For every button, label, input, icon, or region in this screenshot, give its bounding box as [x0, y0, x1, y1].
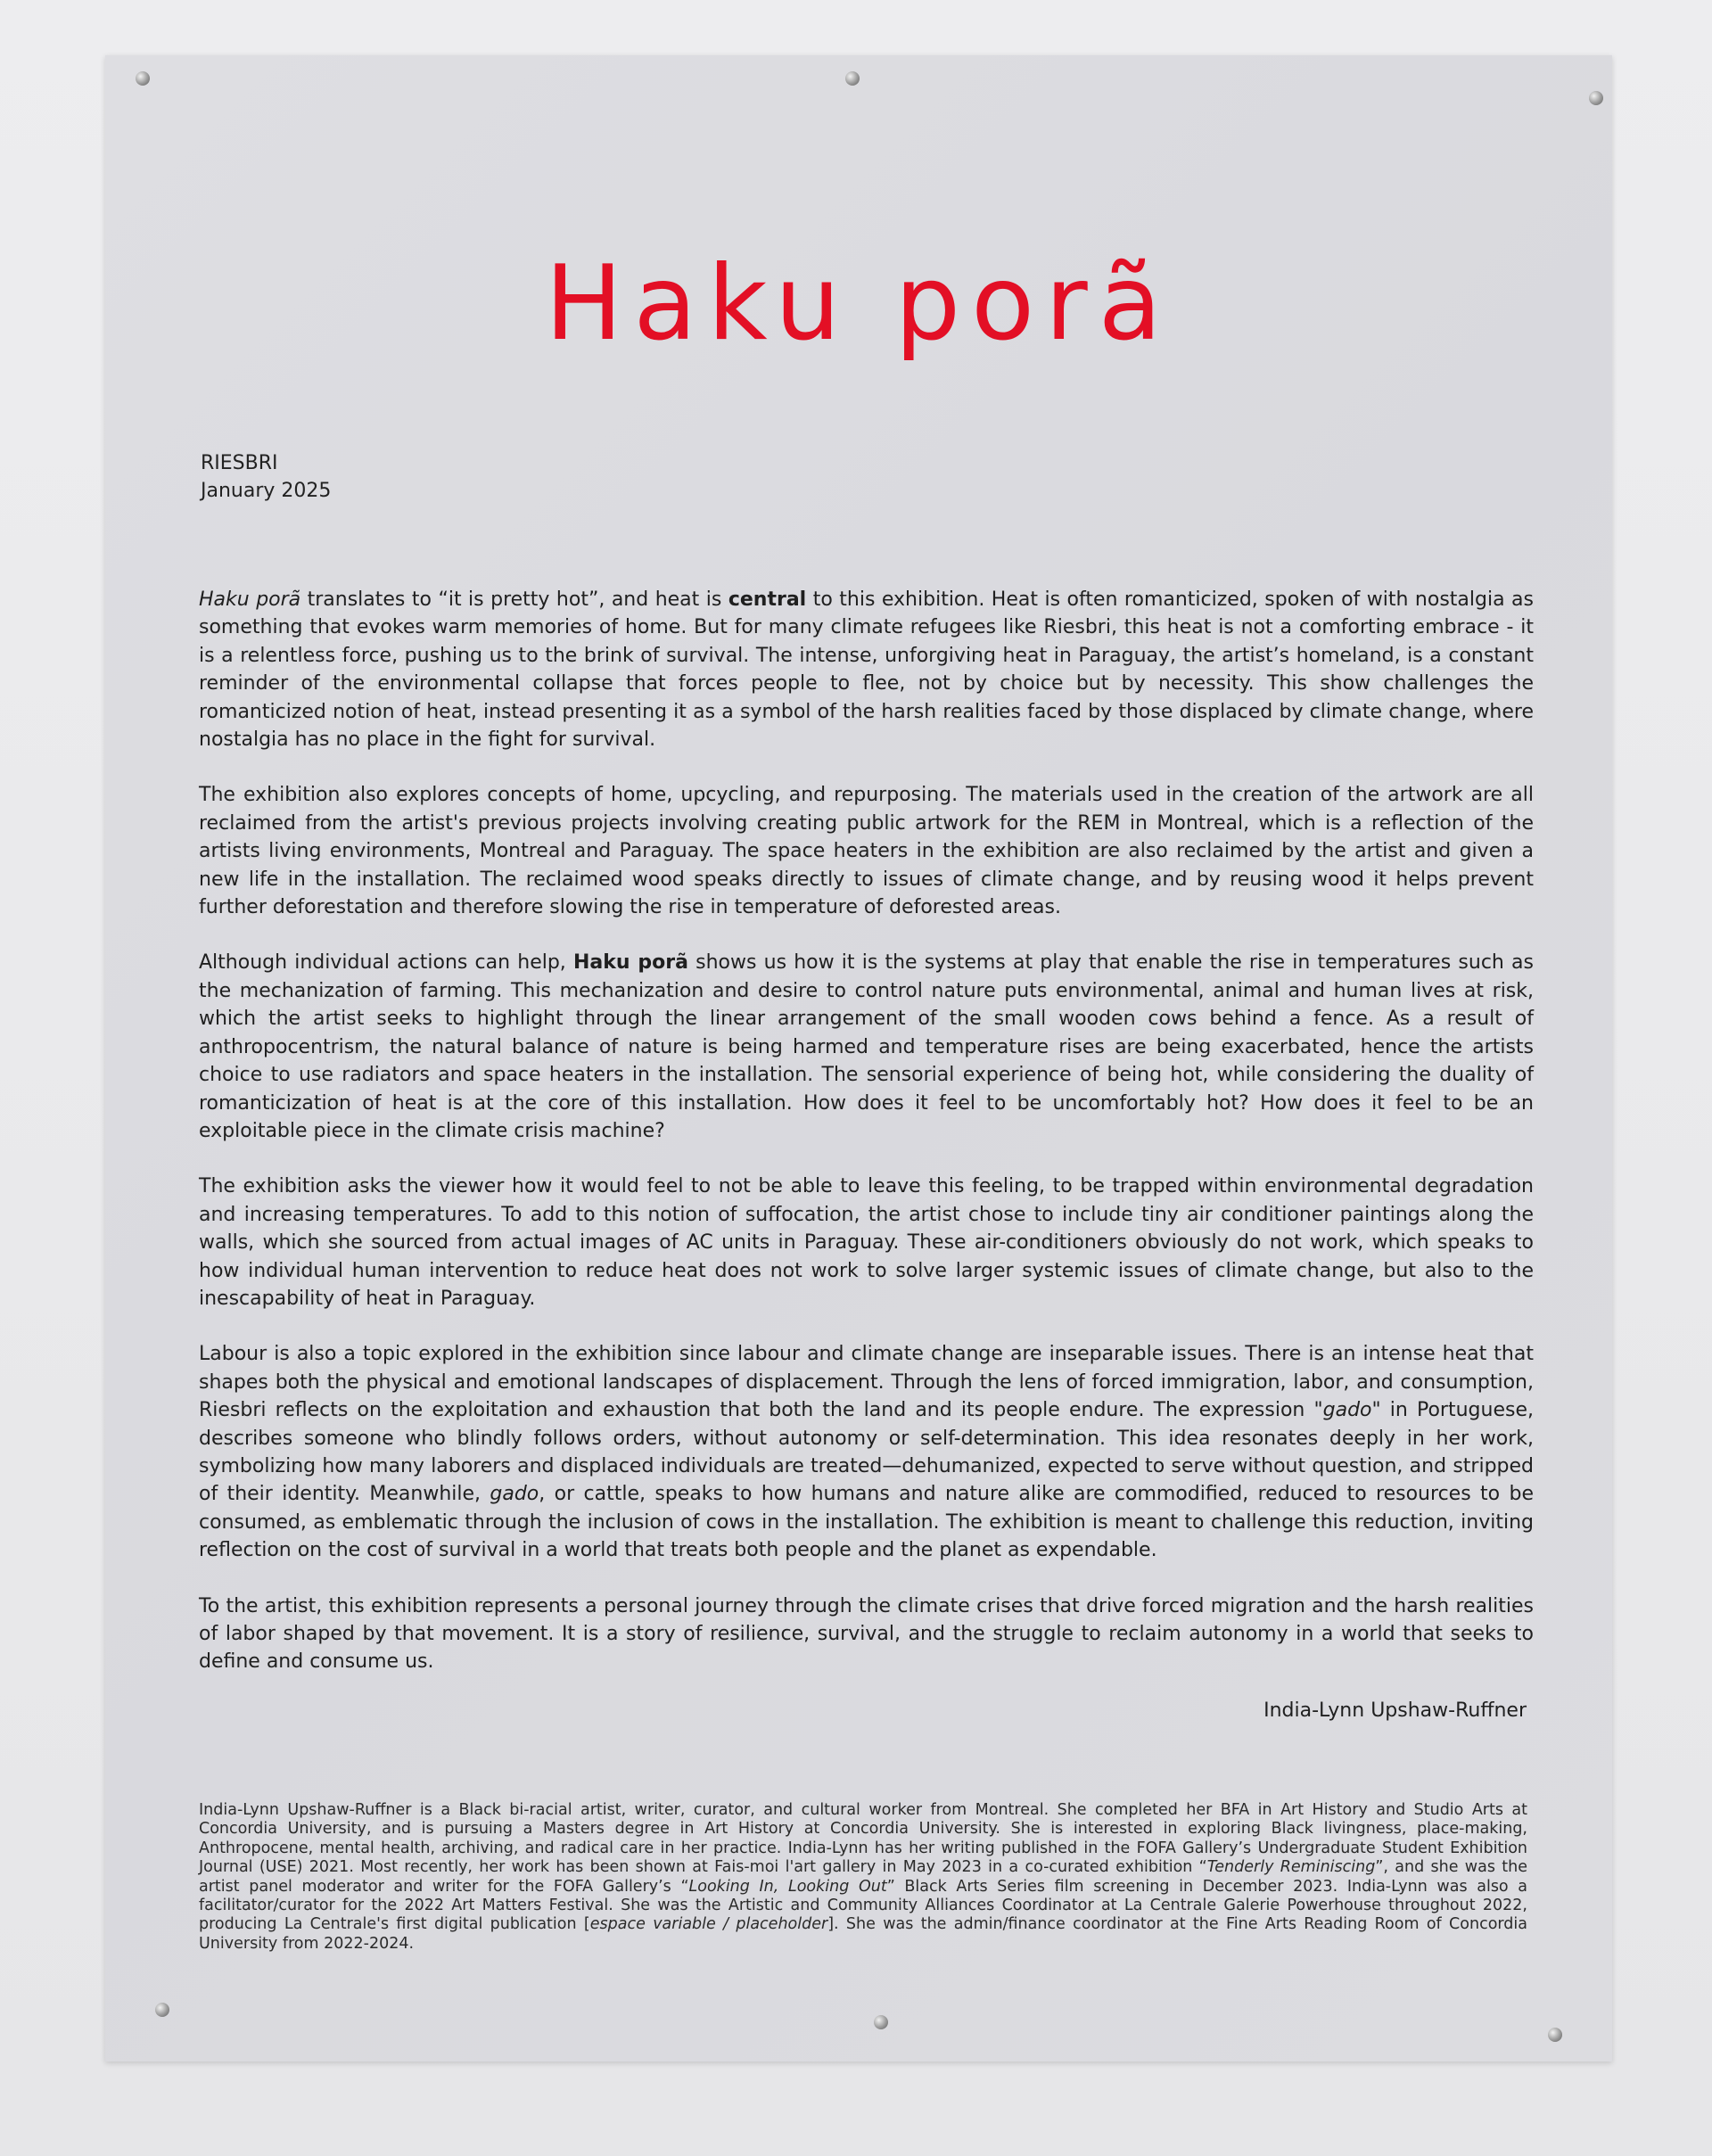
artist-name: RIESBRI: [201, 452, 278, 474]
paragraph-3: [199, 949, 1534, 1145]
italic-title: Tenderly Reminiscing: [1206, 1858, 1376, 1877]
text-run: shows us how it is the systems at play that enable the rise in temperatures such as the mechanization of farming. This mechanization and desire to control nature puts environmental, animal and human lives at risk, which the artist seeks to highlight through the linear arrangement of the small wooden cows behind a fence. As a result of anthropocentrism, the natural balance of nature is being harmed and temperature rises are being exacerbated, hence the artists choice to use radiators and space heaters in the installation. The sensorial experience of being hot, while considering the duality of romanticization of heat is at the core of this installation. How does it feel to be uncomfortably hot? How does it feel to be an exploitable piece in the climate crisis machine?: [199, 951, 1534, 1142]
italic-title: Looking In, Looking Out: [688, 1877, 887, 1896]
italic-term: gado: [490, 1483, 539, 1506]
paragraph-6: To the artist, this exhibition represents a personal journey through the climate crises that drive forced migration and the harsh realities of labor shaped by that movement. It is a story of resilience, survival, and the struggle to reclaim autonomy in a world that seeks to define and consume us.: [199, 1594, 1534, 1674]
exhibition-title: Haku porã: [545, 243, 1173, 364]
text-run: Although individual actions can help,: [199, 951, 573, 975]
paragraph-4: The exhibition asks the viewer how it would feel to not be able to leave this feeling, to be trapped within environmental degradation and increasing temperatures. To add to this notion of suffocation, the artist chose to include tiny air conditioner paintings along the walls, which she sourced from actual images of AC units in Paraguay. These air-conditioners obviously do not work, which speaks to how individual human intervention to reduce heat does not work to solve larger systemic issues of climate change, but also to the inescapability of heat in Paraguay.: [199, 1175, 1534, 1310]
pin-bottom-right: [1548, 2028, 1562, 2042]
title-bold: Haku porã: [572, 951, 688, 975]
pin-bottom-left: [155, 2003, 169, 2017]
text-run: India-Lynn Upshaw-Ruffner is a Black bi-racial artist, writer, curator, and cultural worker from Montreal. She completed her BFA in Art History and Studio Arts at Concordia University, and is pursuing a Masters degree in Art History at Concordia University. She is interested in exploring Black livingness, place-making, Anthropocene, mental health, archiving, and radical care in her practice. India-Lynn has her writing published in the FOFA Gallery’s Undergraduate Student Exhibition Journal (USE) 2021. Most recently, her work has been shown at Fais-moi l'art gallery in May 2023 in a co-curated exhibition “: [199, 1801, 1527, 1877]
exhibition-poster: [105, 55, 1612, 2061]
exhibition-text: [199, 586, 1534, 1724]
text-run: , or cattle, speaks to how humans and nature alike are commodified, reduced to resources to be consumed, as emblematic through the inclusion of cows in the installation. The exhibition is meant to challenge this reduction, inviting reflection on the cost of survival in a world that treats both people and the planet as expendable.: [199, 1483, 1534, 1562]
author-bio: [199, 1801, 1527, 1954]
italic-term: gado: [1322, 1399, 1372, 1422]
text-run: Labour is also a topic explored in the exhibition since labour and climate change are inseparable issues. There is an intense heat that shapes both the physical and emotional landscapes of displacement. Through the lens of forced immigration, labor, and consumption, Riesbri reflects on the exploitation and exhaustion that both the land and its people endure. The expression ": [199, 1343, 1534, 1422]
pin-top-right: [1589, 91, 1603, 105]
bold-word: central: [728, 588, 807, 611]
pin-bottom-center: [874, 2015, 888, 2029]
italic-title: espace variable / placeholder: [589, 1915, 828, 1934]
text-run: translates to “it is pretty hot”, and heat is: [300, 588, 728, 611]
pin-top-left: [136, 71, 150, 86]
artist-block: [201, 449, 331, 505]
text-run: ”, and she was the artist panel moderator and writer for the FOFA Gallery’s “: [199, 1858, 1527, 1896]
paragraph-5: [199, 1340, 1534, 1564]
author-signature: India-Lynn Upshaw-Ruffner: [1263, 1699, 1527, 1722]
exhibition-date: January 2025: [201, 480, 332, 502]
title-italic: Haku porã: [199, 588, 301, 611]
bio-paragraph: [199, 1801, 1527, 1954]
pin-top-center: [845, 71, 860, 86]
paragraph-2: The exhibition also explores concepts of home, upcycling, and repurposing. The materials used in the creation of the artwork are all reclaimed from the artist's previous projects involving creating public artwork for the REM in Montreal, which is a reflection of the artists living environments, Montreal and Paraguay. The space heaters in the exhibition are also reclaimed by the artist and given a new life in the installation. The reclaimed wood speaks directly to issues of climate change, and by reusing wood it helps prevent further deforestation and therefore slowing the rise in temperature of deforested areas.: [199, 784, 1534, 919]
paragraph-1: [199, 586, 1534, 753]
text-run: ” Black Arts Series film screening in December 2023. India-Lynn was also a facilitator/curator for the 2022 Art Matters Festival. She was the Artistic and Community Alliances Coordinator at La Centrale Galerie Powerhouse throughout 2022, producing La Centrale's first digital publication [: [199, 1877, 1528, 1934]
text-run: ]. She was the admin/finance coordinator at the Fine Arts Reading Room of Concordia University from 2022-2024.: [199, 1915, 1527, 1953]
text-run: " in Portuguese, describes someone who blindly follows orders, without autonomy or self-determination. This idea resonates deeply in her work, symbolizing how many laborers and displaced individuals are treated—dehumanized, expected to serve without question, and stripped of their identity. Meanwhile,: [199, 1399, 1534, 1506]
text-run: to this exhibition. Heat is often romanticized, spoken of with nostalgia as something that evokes warm memories of home. But for many climate refugees like Riesbri, this heat is not a comforting embrace - it is a relentless force, pushing us to the brink of survival. The intense, unforgiving heat in Paraguay, the artist’s homeland, is a constant reminder of the environmental collapse that forces people to flee, not by choice but by necessity. This show challenges the romanticized notion of heat, instead presenting it as a symbol of the harsh realities faced by those displaced by climate change, where nostalgia has no place in the fight for survival.: [199, 588, 1534, 752]
